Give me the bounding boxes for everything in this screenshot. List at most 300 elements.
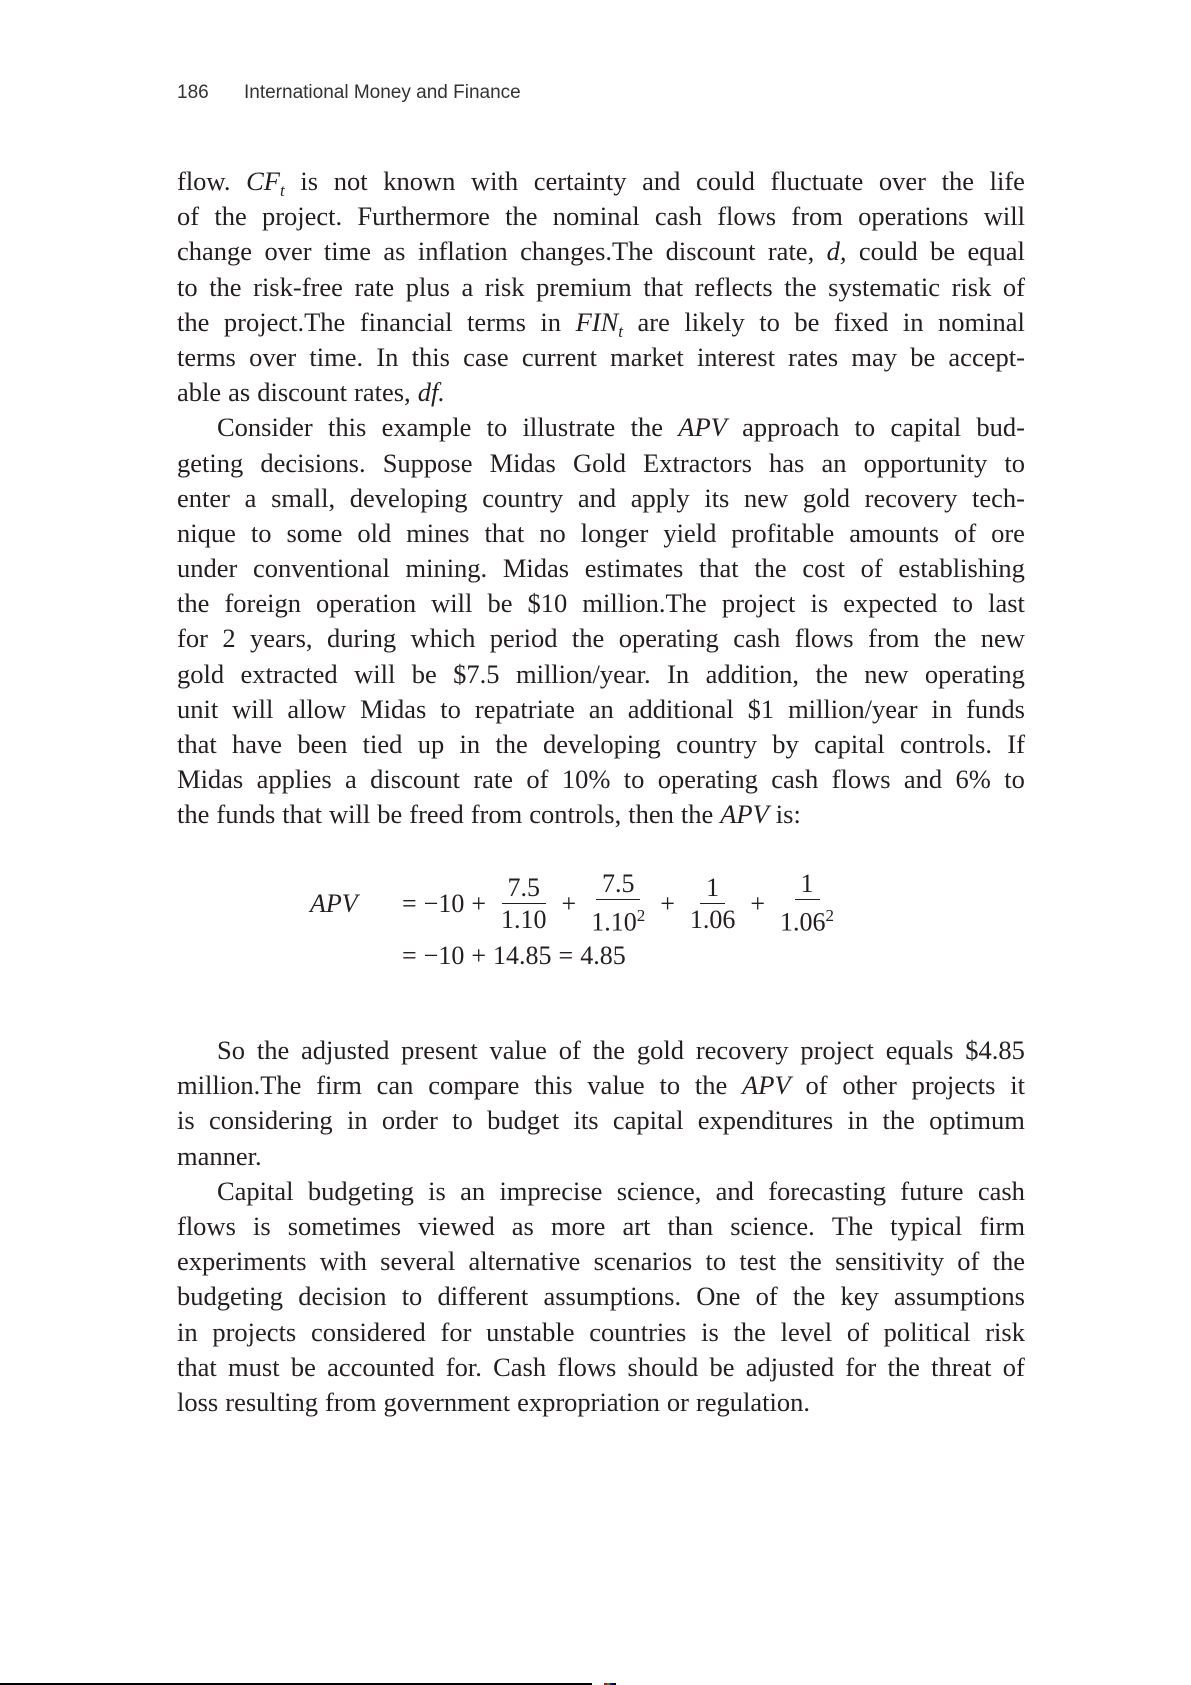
word: the <box>495 729 528 759</box>
word-group <box>308 1174 414 1209</box>
word-group <box>320 1244 367 1279</box>
text-line <box>177 516 1025 551</box>
word-group <box>594 1244 693 1279</box>
word: assumptions <box>893 1281 1025 1312</box>
word: political <box>883 1316 971 1347</box>
word-group <box>553 199 640 234</box>
text-line <box>177 551 1025 586</box>
plus-sign: + <box>471 941 487 970</box>
word: that <box>177 1351 217 1382</box>
initial-cost: −10 <box>423 889 465 918</box>
word: last <box>988 588 1025 619</box>
word-group <box>845 1350 876 1385</box>
word: the <box>792 1281 826 1312</box>
word: flows <box>831 764 891 795</box>
word-group <box>631 410 663 445</box>
word: from <box>470 799 523 830</box>
word-group <box>471 797 523 832</box>
word-group <box>637 1033 684 1068</box>
word: df. <box>417 377 445 408</box>
word: loss <box>177 1386 219 1417</box>
word-group <box>324 234 371 269</box>
word-group <box>903 305 924 340</box>
word-group <box>214 199 246 234</box>
word-group <box>222 621 235 656</box>
word-group <box>363 727 403 762</box>
word-group <box>587 1068 644 1103</box>
word: decision <box>298 1281 387 1312</box>
word-group <box>730 1209 815 1244</box>
word-group <box>589 1315 686 1350</box>
word-group <box>177 621 208 656</box>
word: APV <box>720 799 769 830</box>
word-group <box>643 270 683 305</box>
word-group <box>771 164 864 199</box>
numerator: 1 <box>700 873 725 904</box>
word-group <box>793 1279 825 1314</box>
word-group <box>377 1068 414 1103</box>
word-group <box>297 727 347 762</box>
word: risk-free <box>253 271 343 302</box>
word: of <box>805 1070 828 1101</box>
word: 6% <box>955 764 991 795</box>
word-group <box>699 551 739 586</box>
word-group <box>954 516 976 551</box>
word-group <box>868 621 920 656</box>
word-group <box>676 727 757 762</box>
word: fluctuate <box>770 166 864 196</box>
word-group <box>177 1244 307 1279</box>
word-group <box>768 234 814 269</box>
word: key <box>840 1281 879 1312</box>
word: accounted <box>327 1351 435 1382</box>
word-group <box>667 657 689 692</box>
word: rate <box>473 764 514 795</box>
word: its <box>704 482 730 513</box>
word-group <box>328 410 366 445</box>
word: freed <box>409 799 464 830</box>
word: rate, <box>767 236 815 267</box>
word-group <box>354 270 394 305</box>
word-group <box>209 270 241 305</box>
word: sensitivity <box>835 1246 945 1277</box>
word: 2 <box>222 623 236 654</box>
text-line <box>177 1139 1025 1174</box>
running-title: International Money and Finance <box>243 82 521 103</box>
word: be <box>487 588 513 619</box>
word-group <box>177 1350 217 1385</box>
word-group <box>177 340 236 375</box>
word-group <box>473 762 513 797</box>
text-line <box>177 1350 1025 1385</box>
word: must <box>228 1351 280 1382</box>
word: other <box>842 1070 897 1101</box>
word: new <box>980 623 1025 654</box>
word: in <box>931 693 953 724</box>
word-group <box>849 516 939 551</box>
word: years, <box>250 623 313 654</box>
word: the <box>177 799 210 830</box>
word-group <box>835 1244 944 1279</box>
word-group <box>523 410 616 445</box>
word: the <box>815 658 848 689</box>
word: to <box>452 1105 473 1136</box>
word-group <box>495 727 527 762</box>
word: as <box>511 1210 534 1241</box>
word-group <box>993 1244 1025 1279</box>
denominator-base: 1.10 <box>591 907 637 937</box>
text-line <box>177 481 1025 516</box>
word: from <box>325 1386 377 1417</box>
word-group <box>898 551 1025 586</box>
word: under <box>177 553 238 584</box>
word: cash <box>771 764 819 795</box>
word-group <box>301 1033 389 1068</box>
word-group <box>431 586 472 621</box>
word: for <box>440 1316 472 1347</box>
word-group <box>720 797 769 832</box>
word-group <box>810 586 828 621</box>
word-group <box>695 270 773 305</box>
word: the <box>177 306 210 337</box>
word-group <box>557 1350 616 1385</box>
word-group <box>282 797 322 832</box>
word-group <box>487 1103 559 1138</box>
word: with <box>471 166 519 196</box>
word: that <box>698 553 739 584</box>
word-group <box>696 1033 789 1068</box>
word: from <box>868 623 920 654</box>
word: premium <box>536 271 632 302</box>
word-group <box>177 727 217 762</box>
text-line <box>177 446 1025 481</box>
word: that <box>177 729 217 759</box>
word: can <box>376 1070 414 1101</box>
word: typical <box>890 1210 963 1241</box>
word-group <box>487 586 512 621</box>
word-group <box>217 1033 245 1068</box>
word-group <box>864 446 988 481</box>
equation-line-1 <box>310 869 842 937</box>
word: illustrate <box>522 412 616 443</box>
word: than <box>667 1210 714 1241</box>
word: may <box>851 341 897 372</box>
word: scenarios <box>593 1246 693 1277</box>
word: controls, <box>529 799 622 830</box>
word: bud- <box>976 412 1025 443</box>
word-group <box>576 305 623 340</box>
word: in <box>177 1316 198 1347</box>
word-group <box>529 797 621 832</box>
text-line <box>177 375 1025 410</box>
word: Midas <box>502 553 570 584</box>
word-group <box>216 797 275 832</box>
word: of <box>957 1246 980 1277</box>
word: and <box>715 1175 754 1206</box>
word: this <box>327 412 367 443</box>
body-text-bottom <box>177 1033 1025 1420</box>
word-group <box>249 340 296 375</box>
word-group <box>828 270 940 305</box>
word-group <box>428 1068 519 1103</box>
denominator <box>780 900 834 939</box>
word-group <box>578 481 616 516</box>
term-b: 14.85 <box>493 941 552 970</box>
word: terms <box>177 341 236 372</box>
word-group <box>840 1279 878 1314</box>
word: the <box>256 1035 290 1065</box>
word: adjusted <box>301 1035 390 1065</box>
word-group <box>1003 1350 1025 1385</box>
word-group <box>177 1209 236 1244</box>
word-group <box>354 657 395 692</box>
word: Furthermore <box>357 201 490 232</box>
word-group <box>900 727 992 762</box>
word-group <box>731 516 834 551</box>
text-line <box>177 657 1025 692</box>
word-group <box>1010 1068 1025 1103</box>
word: to <box>952 588 974 619</box>
word-group <box>805 1068 827 1103</box>
word: Cash <box>493 1351 547 1382</box>
word: in <box>346 1105 368 1136</box>
word: imprecise <box>499 1175 603 1206</box>
word: nominal <box>552 201 640 232</box>
word-group <box>522 340 597 375</box>
word: the <box>733 1316 766 1347</box>
word-group <box>788 692 918 727</box>
word: expenditures <box>697 1105 834 1136</box>
word: the <box>505 201 538 232</box>
word-group <box>716 1174 754 1209</box>
word-group <box>467 305 526 340</box>
word: with <box>319 1246 367 1277</box>
text-line <box>177 1244 1025 1279</box>
word-group <box>882 1103 914 1138</box>
word: profitable <box>731 517 835 548</box>
word: the <box>941 166 974 196</box>
word-group <box>177 481 230 516</box>
word-group <box>526 762 548 797</box>
word-group <box>520 234 653 269</box>
word: it <box>1010 1070 1025 1101</box>
word: small, <box>271 482 336 513</box>
word: future <box>900 1175 964 1206</box>
word-group <box>490 446 556 481</box>
word-group <box>638 305 670 340</box>
word-group <box>795 621 854 656</box>
word-group <box>697 340 775 375</box>
word-group <box>401 1033 478 1068</box>
word: in <box>902 306 924 337</box>
word-group <box>660 1068 681 1103</box>
word-group <box>528 586 568 621</box>
word: apply <box>630 482 690 513</box>
word-group <box>965 1033 1025 1068</box>
word: nique <box>177 517 236 548</box>
word: approach <box>742 412 840 443</box>
word-group <box>490 621 558 656</box>
word-group <box>814 727 885 762</box>
word: amounts <box>849 517 940 548</box>
word-group <box>832 1209 873 1244</box>
word: forecasting <box>768 1175 886 1206</box>
word-group <box>440 692 461 727</box>
word: experiments <box>177 1246 307 1277</box>
word-group <box>325 1385 377 1420</box>
word-group <box>241 657 338 692</box>
word-group <box>748 692 775 727</box>
word: could <box>696 166 755 196</box>
word: t <box>280 181 285 200</box>
word: known <box>383 166 456 196</box>
word: unstable <box>486 1316 575 1347</box>
word: gold <box>636 1035 684 1065</box>
word: $4.85 <box>965 1035 1025 1065</box>
word: the <box>214 201 247 232</box>
word: to <box>854 412 876 443</box>
word-group <box>232 727 282 762</box>
word-group <box>776 797 801 832</box>
word-group <box>475 692 575 727</box>
word-group <box>536 270 632 305</box>
word: be <box>377 799 403 830</box>
word: or <box>666 1386 689 1417</box>
word-group <box>409 797 463 832</box>
term-a: −10 <box>423 941 465 970</box>
word: operating <box>657 764 758 795</box>
word-group <box>706 657 799 692</box>
text-line <box>177 1279 1025 1314</box>
word-group <box>754 551 786 586</box>
word-group <box>574 1103 599 1138</box>
word: assumptions. <box>543 1281 682 1312</box>
word-group <box>966 692 1025 727</box>
word: APV <box>742 1070 791 1101</box>
word-group <box>463 340 509 375</box>
word: projects <box>911 1070 996 1101</box>
word-group <box>376 340 398 375</box>
word: as <box>383 236 406 267</box>
word-group <box>948 340 1025 375</box>
word-group <box>177 657 224 692</box>
word: order <box>381 1105 438 1136</box>
text-line <box>177 1174 1025 1209</box>
word: the <box>882 1105 915 1136</box>
word: recovery <box>864 482 958 513</box>
word-group <box>972 481 1025 516</box>
word-group <box>438 1279 529 1314</box>
word-group <box>859 234 918 269</box>
equals-sign: = <box>402 889 417 918</box>
word: systematic <box>828 271 941 302</box>
word: countries <box>589 1316 687 1347</box>
word-group <box>209 1103 333 1138</box>
word: repatriate <box>474 693 575 724</box>
word: cost <box>802 553 845 584</box>
word: fixed <box>833 306 889 337</box>
word-group <box>412 657 437 692</box>
word-group <box>772 727 799 762</box>
word: this <box>534 1070 573 1101</box>
word: yield <box>663 517 717 548</box>
word: is <box>177 1105 195 1136</box>
word: is <box>300 166 319 196</box>
word-group <box>471 164 518 199</box>
word-group <box>418 1209 495 1244</box>
word: of <box>860 553 883 584</box>
word: the <box>789 1246 822 1277</box>
word-group <box>446 1350 482 1385</box>
word-group <box>516 657 651 692</box>
word: million.The <box>177 1070 302 1101</box>
word-group <box>759 305 780 340</box>
word: flows <box>177 1210 236 1241</box>
word-group <box>768 1174 886 1209</box>
word: budget <box>487 1105 560 1136</box>
word: applies <box>256 764 332 795</box>
word: to <box>401 1281 423 1312</box>
word-group <box>253 270 343 305</box>
word: the <box>209 271 242 302</box>
word-group <box>784 270 816 305</box>
word-group <box>622 1209 650 1244</box>
word-group <box>710 1350 735 1385</box>
word: over <box>249 341 297 372</box>
word: discount <box>665 236 756 267</box>
word: case <box>463 341 509 372</box>
word-group <box>406 270 450 305</box>
word-group <box>177 1385 218 1420</box>
word-group <box>329 797 370 832</box>
word: geting <box>177 447 244 478</box>
word-group <box>484 516 524 551</box>
word: to <box>705 1246 727 1277</box>
word: to <box>440 693 461 724</box>
word-group <box>1003 270 1025 305</box>
word-group <box>250 621 313 656</box>
word: d, <box>826 236 847 267</box>
word: been <box>297 729 348 759</box>
word-group <box>177 305 209 340</box>
word: the <box>630 412 663 443</box>
word: from <box>791 201 843 232</box>
word: value <box>587 1070 645 1101</box>
word-group <box>678 410 727 445</box>
word: capital <box>814 729 885 759</box>
word: that <box>282 799 323 830</box>
word: Consider <box>217 412 313 443</box>
word-group <box>756 1279 778 1314</box>
text-line <box>177 692 1025 727</box>
word-group <box>717 199 776 234</box>
word-group <box>842 1068 896 1103</box>
word: the <box>680 799 714 830</box>
word: and <box>577 482 617 513</box>
word-group <box>540 305 561 340</box>
word: In <box>667 658 690 689</box>
word-group <box>287 692 346 727</box>
word-group <box>890 1209 962 1244</box>
word-group <box>858 199 968 234</box>
word: up <box>417 729 445 759</box>
word-group <box>257 762 332 797</box>
word: equals <box>885 1035 954 1065</box>
word-group <box>619 621 719 656</box>
word: the <box>571 623 605 654</box>
word-group <box>460 1174 485 1209</box>
word-group <box>843 586 937 621</box>
